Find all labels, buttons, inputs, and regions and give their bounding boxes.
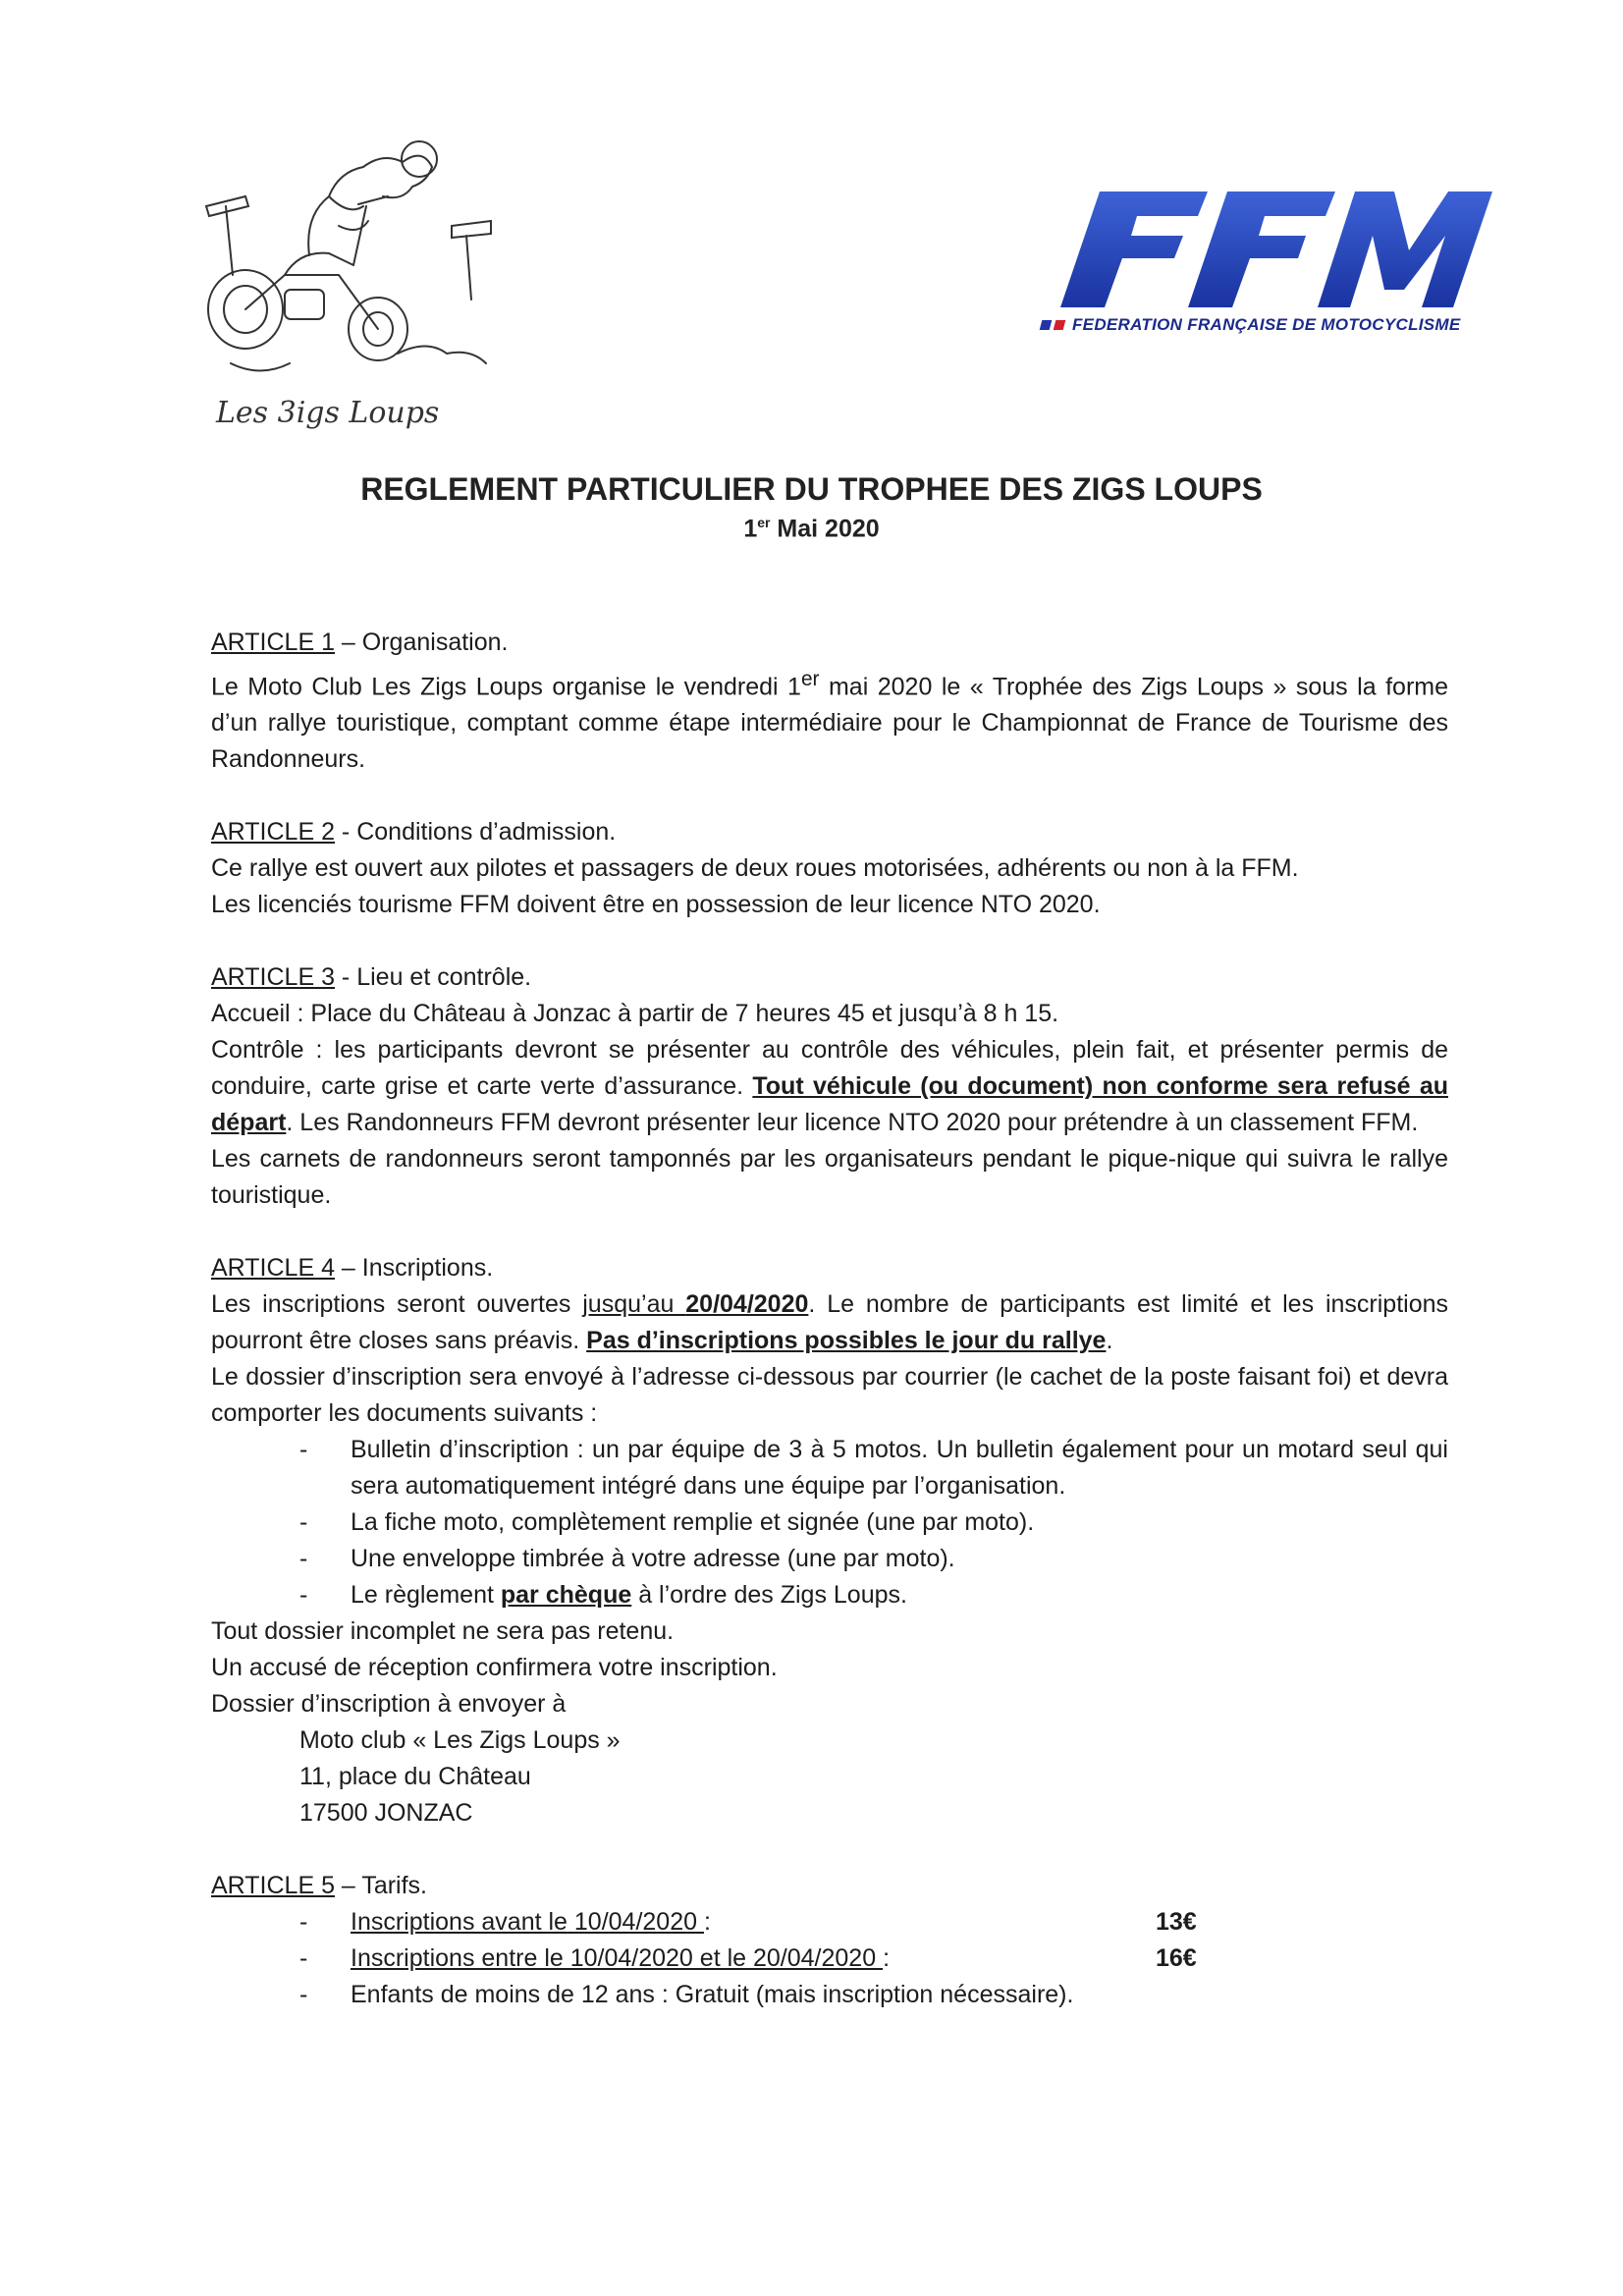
article-4-title: – Inscriptions. xyxy=(334,1254,494,1283)
article-4-accuse: Un accusé de réception confirmera votre inscription. xyxy=(211,1654,778,1682)
article-4-p1-a: Les inscriptions seront ouvertes xyxy=(211,1290,583,1319)
article-3-title: - Lieu et contrôle. xyxy=(334,963,532,992)
article-1-text-a: Le Moto Club Les Zigs Loups organise le vendredi 1 xyxy=(211,673,801,701)
article-3-heading xyxy=(211,959,1448,996)
flag-red-mark xyxy=(1054,320,1066,330)
article-4-paragraph-2: Le dossier d’inscription sera envoyé à l’adresse ci-dessous par courrier (le cachet de la poste faisant foi) et devra comporter les documents suivants : xyxy=(211,1363,1448,1428)
article-2-line-1: Ce rallye est ouvert aux pilotes et passagers de deux roues motorisées, adhérents ou non à la FFM. xyxy=(211,854,1299,883)
list-item: - La fiche moto, complètement remplie et signée (une par moto). xyxy=(299,1504,1448,1541)
page-date xyxy=(0,515,1623,543)
documents-list xyxy=(211,1432,1448,1613)
article-2-label: ARTICLE 2 xyxy=(211,818,335,847)
article-4-envoyer: Dossier d’inscription à envoyer à xyxy=(211,1690,567,1719)
tarif-1-colon: : xyxy=(703,1908,711,1937)
page-title: REGLEMENT PARTICULIER DU TROPHEE DES ZIGS LOUPS xyxy=(360,471,1263,507)
article-3-accueil: Accueil : Place du Château à Jonzac à partir de 7 heures 45 et jusqu’à 8 h 15. xyxy=(211,1000,1059,1028)
article-1-label: ARTICLE 1 xyxy=(211,629,335,656)
tarif-2-label: Inscriptions entre le 10/04/2020 et le 20/04/2020 xyxy=(351,1944,884,1973)
address-line-2: 11, place du Château xyxy=(299,1763,531,1791)
bullet-4-a: Le règlement xyxy=(351,1581,501,1610)
wolf-motorbike-drawing xyxy=(191,128,515,442)
article-3-controle-bold: Tout véhicule (ou document) non conforme sera refusé au départ xyxy=(211,1072,1448,1137)
date-sup: er xyxy=(757,515,771,530)
article-4-label: ARTICLE 4 xyxy=(211,1254,335,1283)
article-4-p1-underline: jusqu’au xyxy=(582,1290,686,1319)
ffm-logo xyxy=(1021,191,1492,349)
document-body xyxy=(211,625,1448,2013)
article-4-p1-c: . xyxy=(1106,1327,1113,1355)
tarif-row: - Enfants de moins de 12 ans : Gratuit (mais inscription nécessaire). xyxy=(299,1977,1448,2013)
tarifs-list xyxy=(211,1904,1448,2013)
ffm-subtitle xyxy=(1041,315,1461,335)
list-item xyxy=(299,1577,1448,1613)
article-5-label: ARTICLE 5 xyxy=(211,1872,335,1900)
article-3-controle-a: Contrôle : les participants devront se présenter au contrôle des véhicules, plein fait, et présenter permis de conduire, carte grise et carte verte d’assurance. xyxy=(211,1036,1448,1101)
article-1-text-sup: er xyxy=(800,668,820,690)
ffm-letters-graphic xyxy=(1060,191,1492,309)
flag-blue-mark xyxy=(1040,320,1053,330)
article-1-text xyxy=(211,661,1448,778)
list-item: - Une enveloppe timbrée à votre adresse (une par moto). xyxy=(299,1541,1448,1577)
article-3-controle-b: . Les Randonneurs FFM devront présenter leur licence NTO 2020 pour prétendre à un classement FFM. xyxy=(286,1109,1419,1137)
article-4-paragraph-1 xyxy=(211,1286,1448,1359)
tarif-1-label: Inscriptions avant le 10/04/2020 xyxy=(351,1908,704,1937)
bullet-4-b: à l’ordre des Zigs Loups. xyxy=(631,1581,907,1610)
tarif-row xyxy=(299,1941,1448,1977)
article-5-heading xyxy=(211,1868,1448,1904)
article-2-line-2: Les licenciés tourisme FFM doivent être en possession de leur licence NTO 2020. xyxy=(211,891,1101,919)
article-3-label: ARTICLE 3 xyxy=(211,963,335,992)
ffm-subtitle-text: FEDERATION FRANÇAISE DE MOTOCYCLISME xyxy=(1072,315,1461,334)
tarif-2-colon: : xyxy=(883,1944,891,1973)
article-5-title: – Tarifs. xyxy=(334,1872,428,1900)
address-line-3: 17500 JONZAC xyxy=(299,1799,473,1828)
date-day: 1 xyxy=(743,515,758,543)
article-1-title: – Organisation. xyxy=(334,629,509,656)
tarif-row xyxy=(299,1904,1448,1941)
date-rest: Mai 2020 xyxy=(770,515,880,543)
article-1-text-b: mai 2020 le « Trophée des Zigs Loups » sous la forme d’un rallye touristique, comptant comme étape intermédiaire pour le Championnat de France de Tourisme des Randonneurs. xyxy=(211,673,1448,774)
article-4-p1-b: . Le nombre de participants est limité et les inscriptions pourront être closes sans préavis. xyxy=(211,1290,1449,1355)
address-line-1: Moto club « Les Zigs Loups » xyxy=(299,1726,621,1755)
article-4-heading xyxy=(211,1250,1448,1286)
article-3-carnets: Les carnets de randonneurs seront tamponnés par les organisateurs pendant le pique-nique qui suivra le rallye touristique. xyxy=(211,1145,1448,1210)
article-4-p1-date: 20/04/2020 xyxy=(685,1290,809,1319)
list-item: - Bulletin d’inscription : un par équipe de 3 à 5 motos. Un bulletin également pour un motard seul qui sera automatiquement intégré dans une équipe par l’organisation. xyxy=(299,1432,1448,1504)
article-2-heading xyxy=(211,814,1448,850)
tarif-2-value: 16€ xyxy=(1156,1944,1197,1973)
tarif-1-value: 13€ xyxy=(1156,1908,1197,1937)
club-caption-handwritten: Les 3igs Loups xyxy=(216,396,440,430)
club-logo xyxy=(191,128,515,442)
bullet-4-bold: par chèque xyxy=(500,1581,632,1610)
article-1-heading xyxy=(211,625,1448,661)
article-4-p1-bold: Pas d’inscriptions possibles le jour du rallye xyxy=(586,1327,1107,1355)
article-2-title: - Conditions d’admission. xyxy=(334,818,617,847)
article-4-incomplet: Tout dossier incomplet ne sera pas retenu. xyxy=(211,1617,675,1646)
article-3-controle xyxy=(211,1032,1448,1141)
